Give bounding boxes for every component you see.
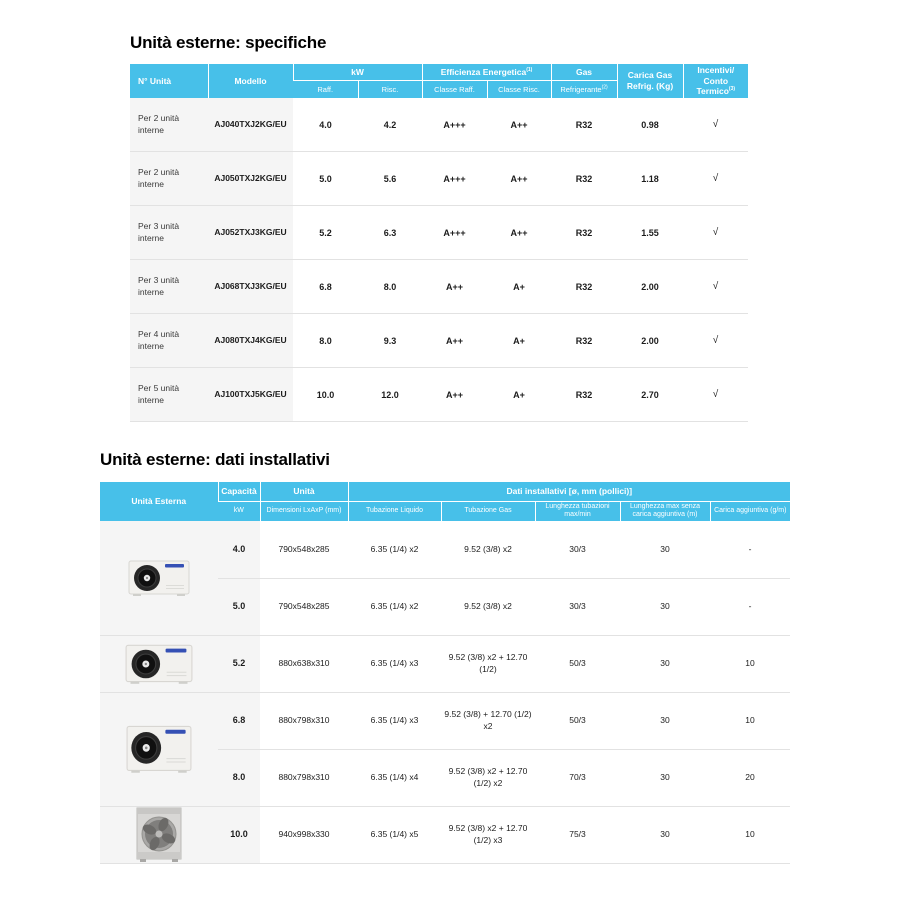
cell-risc: 6.3 [358,206,422,260]
cell-tubazione-gas: 9.52 (3/8) x2 + 12.70 (1/2) x2 [441,749,535,806]
cell-n-unita: Per 2 unità interne [130,98,208,152]
cell-risc: 4.2 [358,98,422,152]
col-subheader-raff: Raff. [293,81,358,98]
cell-tubazione-gas: 9.52 (3/8) x2 + 12.70 (1/2) [441,635,535,692]
cell-classe-raff: A+++ [422,152,487,206]
cell-carica-aggiuntiva: 10 [710,635,790,692]
cell-tubazione-liquido: 6.35 (1/4) x3 [348,635,441,692]
check-mark: √ [683,314,748,368]
cell-classe-risc: A++ [487,98,551,152]
cell-dimensioni: 940x998x330 [260,806,348,863]
cell-tubazione-liquido: 6.35 (1/4) x3 [348,692,441,749]
col-subheader-refrigerante: Refrigerante$^{(2)}$ [551,81,617,98]
table-specifiche [130,64,748,422]
cell-classe-raff: A++ [422,260,487,314]
check-mark: √ [683,206,748,260]
cell-lunghezza-tubazioni: 50/3 [535,692,620,749]
cell-capacita: 6.8 [218,692,260,749]
cell-carica-aggiuntiva: - [710,521,790,578]
cell-classe-risc: A+ [487,368,551,422]
table-row [100,635,790,692]
section-title-dati-installativi: Unità esterne: dati installativi [100,450,330,469]
cell-tubazione-gas: 9.52 (3/8) x2 + 12.70 (1/2) x3 [441,806,535,863]
cell-dimensioni: 790x548x285 [260,521,348,578]
cell-carica: 2.70 [617,368,683,422]
cell-dimensioni: 790x548x285 [260,578,348,635]
cell-raff: 6.8 [293,260,358,314]
outdoor-unit-tall-icon [126,723,192,775]
col-subheader-tubazione-gas: Tubazione Gas [441,501,535,521]
table-row [130,206,748,260]
col-header-efficienza: Efficienza Energetica$^{(1)}$ [422,64,551,81]
check-mark: √ [683,368,748,422]
cell-gas: R32 [551,152,617,206]
cell-carica: 2.00 [617,260,683,314]
cell-n-unita: Per 4 unità interne [130,314,208,368]
cell-n-unita: Per 3 unità interne [130,206,208,260]
col-header-n-unita: N° Unità [130,64,208,98]
cell-carica-aggiuntiva: 20 [710,749,790,806]
cell-classe-raff: A+++ [422,98,487,152]
cell-risc: 12.0 [358,368,422,422]
footnote-3: (3) [728,86,736,93]
cell-lunghezza-tubazioni: 70/3 [535,749,620,806]
cell-lunghezza-max: 30 [620,692,710,749]
cell-raff: 5.0 [293,152,358,206]
col-header-capacita: Capacità [218,482,260,501]
outdoor-unit-medium-icon [125,642,193,686]
cell-lunghezza-max: 30 [620,749,710,806]
cell-capacita: 4.0 [218,521,260,578]
cell-classe-raff: A++ [422,314,487,368]
cell-classe-risc: A++ [487,152,551,206]
cell-carica: 2.00 [617,314,683,368]
cell-carica-aggiuntiva: - [710,578,790,635]
cell-risc: 5.6 [358,152,422,206]
cell-tubazione-gas: 9.52 (3/8) x2 [441,521,535,578]
outdoor-unit-image-large [100,806,218,863]
outdoor-unit-image-tall [100,692,218,806]
table-row [130,98,748,152]
outdoor-unit-large-front-fan-icon [133,807,185,863]
col-subheader-risc: Risc. [358,81,422,98]
cell-lunghezza-tubazioni: 50/3 [535,635,620,692]
table-row [130,314,748,368]
cell-capacita: 5.2 [218,635,260,692]
table-row [130,260,748,314]
col-header-gas: Gas [551,64,617,81]
cell-classe-raff: A++ [422,368,487,422]
cell-capacita: 8.0 [218,749,260,806]
cell-modello: AJ040TXJ2KG/EU [208,98,293,152]
col-header-modello: Modello [208,64,293,98]
cell-lunghezza-tubazioni: 30/3 [535,521,620,578]
cell-modello: AJ068TXJ3KG/EU [208,260,293,314]
cell-lunghezza-max: 30 [620,635,710,692]
col-subheader-dimensioni: Dimensioni LxAxP (mm) [260,501,348,521]
col-header-unita: Unità [260,482,348,501]
cell-gas: R32 [551,98,617,152]
cell-tubazione-liquido: 6.35 (1/4) x5 [348,806,441,863]
cell-lunghezza-max: 30 [620,806,710,863]
table-row [130,368,748,422]
section-specifiche [130,33,748,422]
col-header-carica-gas: Carica Gas Refrig. (Kg) [617,64,683,98]
outdoor-unit-image-small [100,521,218,635]
cell-lunghezza-max: 30 [620,578,710,635]
cell-n-unita: Per 2 unità interne [130,152,208,206]
table-row [100,521,790,578]
col-subheader-kw: kW [218,501,260,521]
cell-gas: R32 [551,368,617,422]
check-mark: √ [683,260,748,314]
cell-risc: 9.3 [358,314,422,368]
cell-tubazione-liquido: 6.35 (1/4) x2 [348,521,441,578]
cell-capacita: 5.0 [218,578,260,635]
col-subheader-lunghezza-tubazioni: Lunghezza tubazioni max/min [535,501,620,521]
col-subheader-classe-risc: Classe Risc. [487,81,551,98]
footnote-2: (2) [601,84,608,91]
cell-raff: 4.0 [293,98,358,152]
cell-dimensioni: 880x798x310 [260,749,348,806]
cell-n-unita: Per 5 unità interne [130,368,208,422]
cell-raff: 10.0 [293,368,358,422]
col-subheader-lunghezza-max: Lunghezza max senza carica aggiuntiva (m) [620,501,710,521]
cell-classe-risc: A+ [487,314,551,368]
col-subheader-tubazione-liquido: Tubazione Liquido [348,501,441,521]
col-header-incentivi: Incentivi/ Conto Termico$^{(3)}$ [683,64,748,98]
section-title-specifiche: Unità esterne: specifiche [130,33,327,52]
cell-carica: 0.98 [617,98,683,152]
cell-classe-risc: A+ [487,260,551,314]
cell-carica: 1.55 [617,206,683,260]
col-subheader-carica-aggiuntiva: Carica aggiuntiva (g/m) [710,501,790,521]
col-header-kw: kW [293,64,422,81]
check-mark: √ [683,152,748,206]
table-row [100,692,790,749]
cell-raff: 5.2 [293,206,358,260]
cell-modello: AJ050TXJ2KG/EU [208,152,293,206]
cell-gas: R32 [551,206,617,260]
cell-carica-aggiuntiva: 10 [710,692,790,749]
cell-tubazione-liquido: 6.35 (1/4) x4 [348,749,441,806]
col-subheader-classe-raff: Classe Raff. [422,81,487,98]
cell-dimensioni: 880x638x310 [260,635,348,692]
cell-gas: R32 [551,260,617,314]
outdoor-unit-small-icon [128,558,190,598]
cell-dimensioni: 880x798x310 [260,692,348,749]
table-dati-installativi [100,482,790,864]
cell-tubazione-gas: 9.52 (3/8) + 12.70 (1/2) x2 [441,692,535,749]
cell-modello: AJ052TXJ3KG/EU [208,206,293,260]
col-header-unita-esterna: Unità Esterna [100,482,218,521]
cell-modello: AJ080TXJ4KG/EU [208,314,293,368]
cell-classe-risc: A++ [487,206,551,260]
table-row [130,152,748,206]
section-dati-installativi [100,450,790,864]
cell-tubazione-liquido: 6.35 (1/4) x2 [348,578,441,635]
cell-tubazione-gas: 9.52 (3/8) x2 [441,578,535,635]
check-mark: √ [683,98,748,152]
cell-classe-raff: A+++ [422,206,487,260]
cell-gas: R32 [551,314,617,368]
cell-modello: AJ100TXJ5KG/EU [208,368,293,422]
cell-capacita: 10.0 [218,806,260,863]
col-header-dati-installativi: Dati installativi [ø, mm (pollici)] [348,482,790,501]
footnote-1: (1) [526,67,533,74]
outdoor-unit-image-medium [100,635,218,692]
cell-lunghezza-tubazioni: 75/3 [535,806,620,863]
cell-carica: 1.18 [617,152,683,206]
cell-carica-aggiuntiva: 10 [710,806,790,863]
cell-raff: 8.0 [293,314,358,368]
cell-risc: 8.0 [358,260,422,314]
cell-lunghezza-max: 30 [620,521,710,578]
cell-n-unita: Per 3 unità interne [130,260,208,314]
table-row [100,806,790,863]
cell-lunghezza-tubazioni: 30/3 [535,578,620,635]
